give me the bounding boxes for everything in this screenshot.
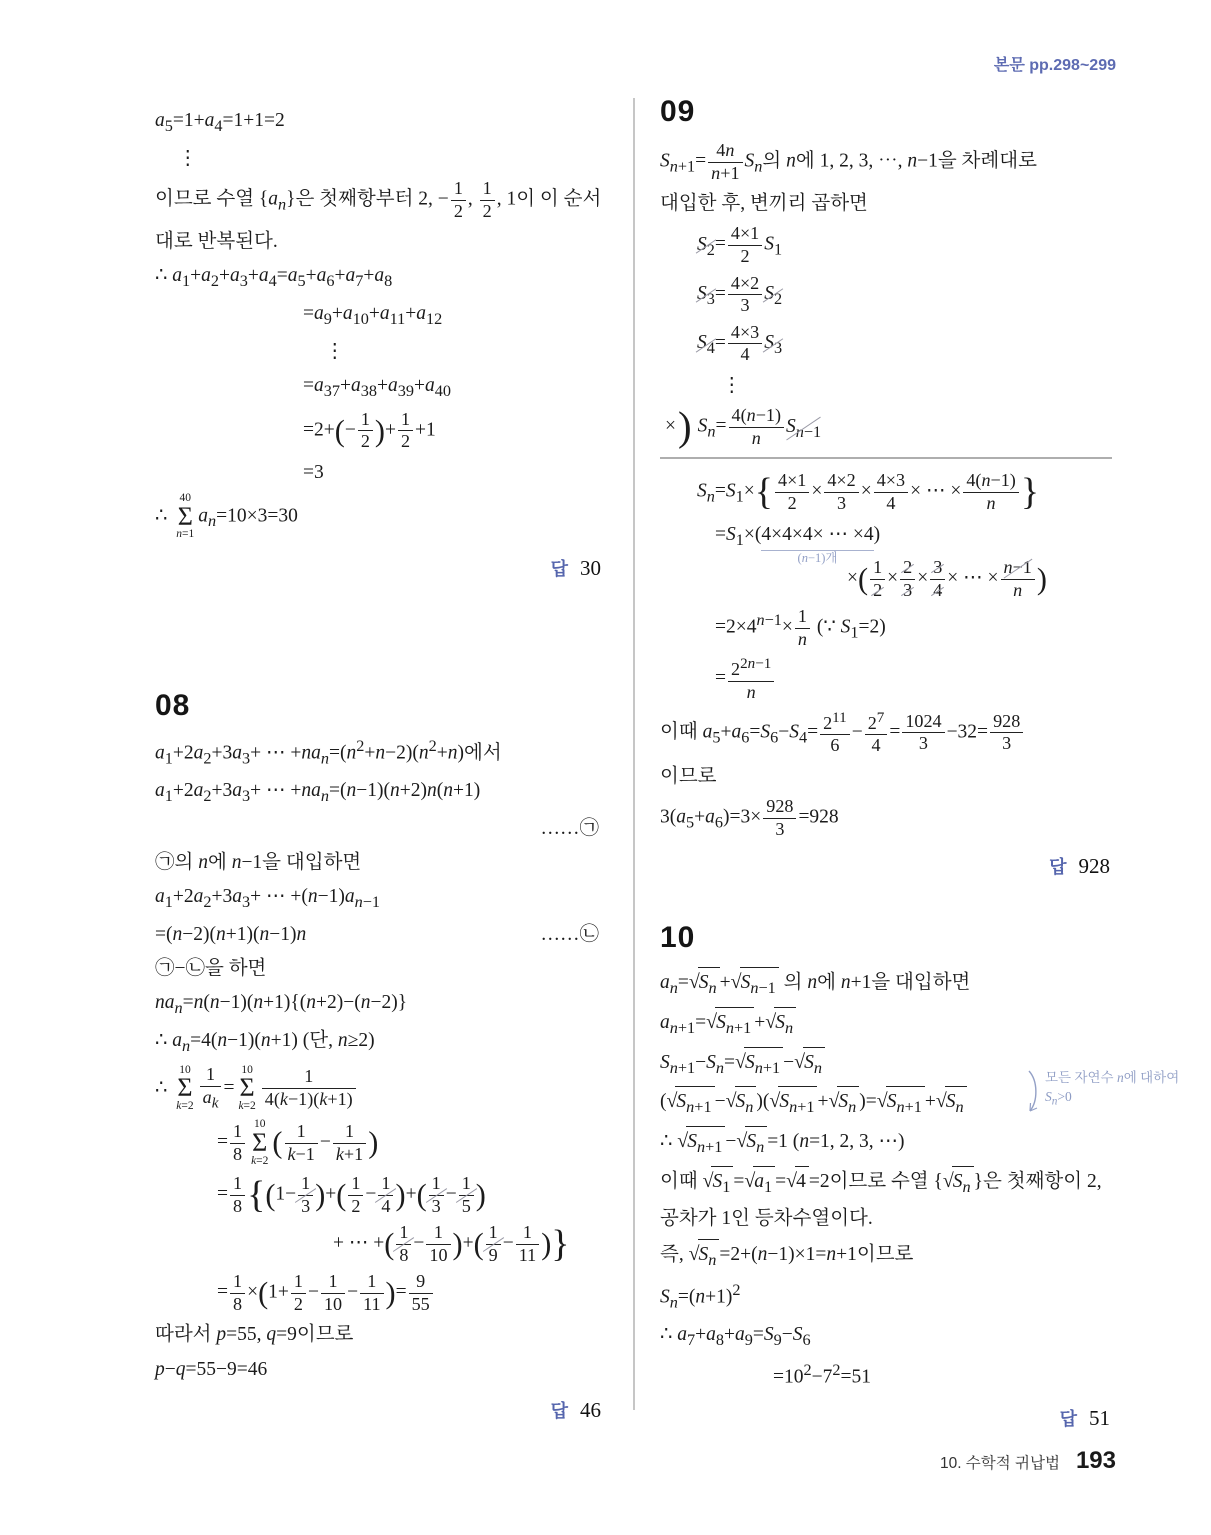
formula-line: $S_3=$ $\frac{4\times 2}{3}$ $S_2$ [697,272,783,316]
formula-line: 즉, $√S_n =2+(n-1)\times 1=n+1$이므로 [660,1239,1112,1272]
curved-arrow-icon [1026,1069,1040,1117]
equation-tag: ……㉠ [540,817,599,839]
vertical-dots: ⋮ [178,147,198,169]
formula-line: $a_1+2a_2+3a_3+$ ⋯ $+na_n=(n^2+n-2)(n^2+n)$에서 [155,736,502,768]
text-line: 이때 $√S_1 =√a_1 =√4 =2$이므로 수열 {$√S_n$ }은 첫째항이 2, [660,1166,1112,1199]
section-title: 10. 수학적 귀납법 [939,1455,1060,1472]
formula-line: ×( $\frac{1}{2}$ × $\frac{2}{3}$ × $\frac{3}{4}$ × ⋯ × $\frac{n-1}{n}$ ) [847,557,1047,600]
text-line: 이므로 수열 $\{a_n\}$은 첫째항부터 2, − $\frac{1}{2}$ , $\frac{1}{2}$ , 1이 이 순서 [155,177,602,221]
margin-note-line: 모든 자연수 n에 대하여 [1045,1070,1180,1086]
right-column [660,95,1180,1437]
problem-10 [660,921,1180,1430]
answer-value: 928 [1078,854,1110,879]
problem-08 [155,689,603,1423]
margin-note [1026,1069,1179,1117]
text-line: 대입한 후, 변끼리 곱하면 [660,193,868,215]
answer-line [155,555,601,581]
answer-label: 답 [550,1401,568,1422]
formula-line: ∴ $a_1+a_2+a_3+a_4=a_5+a_6+a_7+a_8$ [155,265,393,291]
answer-value: 46 [580,1398,601,1423]
formula-line: =3 [303,461,324,483]
answer-value: 51 [1089,1405,1110,1430]
formula-line: $S_2=$ $\frac{4\times 1}{2}$ $S_1$ [697,223,783,267]
answer-label: 답 [1049,857,1067,878]
problem-number: 08 [155,688,191,722]
text-line: 이므로 [660,765,717,787]
formula-line: $a_5=1+a_4=1+1=2$ [155,110,285,135]
formula-line: $=S_1\times(4\times 4\times 4\times$ ⋯ ×4 (n−1)개 ) [715,521,1112,552]
formula-line: $na_n=n(n-1)(n+1)\{(n+2)-(n-2)\}$ [155,992,408,1018]
formula-line: $S_n=(n+1)^2$ [660,1281,741,1312]
formula-line: ∴ $√S_{n+1} -√S_n =1$ (n=1, 2, 3, ⋯) [660,1126,1112,1159]
page-number: 193 [1075,1447,1116,1474]
formula-line: = $\frac{1}{8}$ ×(1+ $\frac{1}{2}$ − $\frac{1}{10}$ − $\frac{1}{11}$ )= $\frac{9}{55}$ [217,1272,603,1314]
answer-line [660,853,1110,879]
formula-line: ∴ $a_7+a_8+a_9=S_9-S_6$ [660,1324,811,1350]
problem-09 [660,95,1112,879]
formula-line: = $\frac{2^{2n-1}}{n}$ [715,656,1112,702]
left-column [155,100,603,1429]
text-line: 대로 반복된다. [155,231,278,253]
margin-note-line: $S_n>0$ [1045,1089,1072,1108]
answer-line [155,1397,601,1423]
column-divider [633,98,635,1410]
formula-line: $S_{n+1}=$ $\frac{4n}{n+1}$ $S_n$의 n에 1, 2, 3, ⋯, n−1을 차례대로 [660,140,1037,183]
formula-line: ∴ $a_n=4(n-1)(n+1)$ (단, n≥2) [155,1030,375,1055]
formula-line: ∴ 10 Σ k=2 $\frac{1}{a_k}$ = 10 Σ k=2 $\frac{1}{4(k-1)(k+1)}$ [155,1065,603,1113]
formula-line: $=a_{37}+a_{38}+a_{39}+a_{40}$ [303,374,451,400]
text-line: 공차가 1인 등차수열이다. [660,1208,873,1230]
formula-line: $S_n=S_1\times${ $\frac{4\times 1}{2}$ × $\frac{4\times 2}{3}$ × $\frac{4\times 3}{4}$ × ⋯ × $\frac{4(n-1)}{n}$ } [697,470,1040,514]
formula-line: $=a_9+a_{10}+a_{11}+a_{12}$ [303,303,443,328]
vertical-dots: ⋮ [722,374,742,396]
formula-line: p−q=55−9=46 [155,1358,268,1380]
problem-number: 09 [660,95,696,128]
formula-line: $S_4=$ $\frac{4\times 3}{4}$ $S_3$ [697,321,783,365]
page-footer [940,1447,1116,1475]
formula-line: = $\frac{1}{8}$ {(1− $\frac{1}{3}$ )+( $\frac{1}{2}$ − $\frac{1}{4}$ )+( $\frac{1}{3}$ − $\frac{1}{5}$ ) [217,1173,486,1217]
formula-line: $=10^2-7^2=51$ [773,1360,871,1388]
formula-line: $a_1+2a_2+3a_3+$ ⋯ $+(n-1)a_{n-1}$ [155,886,381,912]
formula-line: ∴ 40 Σ n=1 $a_n=10\times 3=30$ [155,492,298,541]
vertical-dots: ⋮ [325,340,345,362]
answer-value: 30 [580,555,601,580]
margin-note-text [1045,1069,1179,1110]
answer-line [660,1405,1110,1431]
formula-line: 이때 $a_5+a_6=S_6-S_4=$ $\frac{2^{11}}{6}$ − $\frac{2^7}{4}$ = $\frac{1024}{3}$ −32= $\frac{928}{3}$ [660,710,1112,756]
formula-line: ($√S_{n+1} -√S_n$ )($√S_{n+1} +√S_n$ )$=√S_{n+1} +√S_n$ [660,1086,1112,1119]
formula-line: =(n−2)(n+1)(n−1)n ……㉡ [155,923,599,945]
formula-line: = $\frac{1}{8}$ 10 Σ k=2 ( $\frac{1}{k-1}$ − $\frac{1}{k+1}$ ) [217,1118,379,1167]
formula-line: $S_{n+1}-S_n=√S_{n+1} -√S_n$ [660,1047,1112,1080]
formula-line: $3(a_5+a_6)=3\times$ $\frac{928}{3}$ =928 [660,796,839,839]
formula-line: $a_n=√S_n +√S_{n-1}$ 의 n에 n+1을 대입하면 [660,967,1112,1000]
text-line: ㉠−㉡을 하면 [155,958,267,980]
text-line: 따라서 p=55, q=9이므로 [155,1324,354,1346]
formula-line: $a_{n+1}=√S_{n+1} +√S_n$ [660,1007,1112,1040]
formula-line: $a_1+2a_2+3a_3+$ ⋯ $+na_n=(n-1)(n+2)n(n+1)$ [155,779,481,805]
formula-line: =2+(− $\frac{1}{2}$ )+ $\frac{1}{2}$ +1 [303,408,436,452]
formula-line: $=2\times 4^{n-1}\times$ $\frac{1}{n}$ (∵ $S_1=2$) [715,606,886,649]
formula-line-multiplied: ×) $S_n=$ $\frac{4(n-1)}{n}$ $S_{n-1}$ [660,406,1112,459]
text-line: ㉠의 n에 n−1을 대입하면 [155,851,362,873]
problem-number: 10 [660,921,696,955]
formula-line: + ⋯ +( $\frac{1}{8}$ − $\frac{1}{10}$ )+( $\frac{1}{9}$ − $\frac{1}{11}$ )} [333,1222,570,1266]
answer-label: 답 [550,558,568,579]
page-reference: 본문 pp.298~299 [993,57,1116,74]
answer-label: 답 [1059,1408,1077,1429]
